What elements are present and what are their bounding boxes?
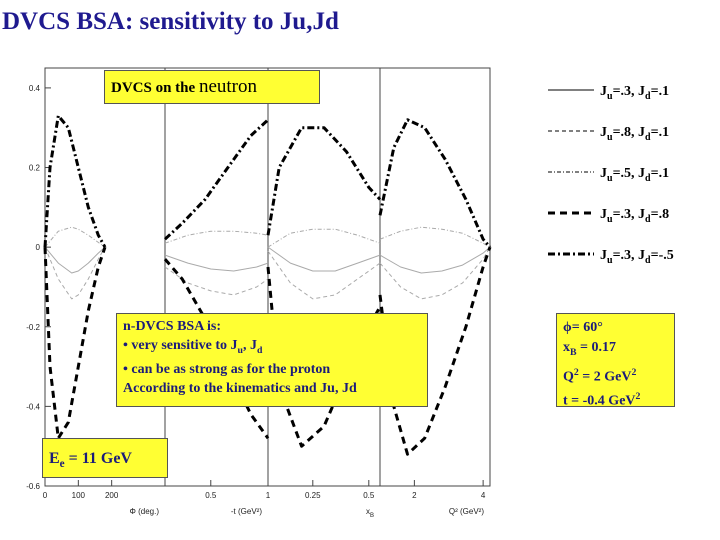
series-line [45,227,105,247]
legend-label: $J_u=.5$, $J_d=.1$ [600,166,670,184]
panel-frame [45,68,165,486]
x-tick-label: 100 [71,491,86,500]
series-line [165,267,268,295]
summary-line-3: • can be as strong as for the proton [123,361,331,377]
legend-label: $J_u=.3$, $J_d=.1$ [600,84,670,102]
series-line [268,128,380,236]
series-line [380,120,490,247]
x-axis-label: Q² (GeV²) [448,507,484,516]
series-line [165,255,268,271]
x-tick-label: 1 [265,491,271,500]
x-axis-label: $x_B$ [365,507,374,519]
x-axis-label: -t (GeV²) [230,507,262,516]
summary-box [116,313,428,407]
neutron-prefix: DVCS on the [111,80,196,96]
page-title: DVCS BSA: sensitivity to Ju,Jd [2,8,339,35]
y-tick-label: -0.4 [26,402,40,412]
x-tick-label: 4 [480,491,486,500]
neutron-word: neutron [198,76,257,97]
kin-t: t = -0.4 GeV$^2$ [563,391,641,410]
summary-line-4: According to the kinematics and Ju, Jd [123,380,357,396]
x-tick-label: 0 [42,491,48,500]
kin-q2: $Q^2 = 2$ GeV$^2$ [563,366,637,385]
beam-energy-box: $E_e = 11$ GeV [42,438,168,478]
summary-line-1: n-DVCS BSA is: [123,319,222,334]
series-line [45,116,105,247]
series-line [165,120,268,239]
panel-frame [380,68,490,486]
series-line [268,229,380,247]
series-line [380,247,490,299]
panel-frame [165,68,268,486]
x-tick-label: 2 [412,491,417,500]
y-tick-label: 0.2 [28,163,40,173]
y-tick-label: 0.4 [28,83,40,93]
y-tick-label: -0.6 [26,482,40,491]
legend-label: $J_u=.3$, $J_d=-.5$ [600,248,674,266]
legend-label: $J_u=.8$, $J_d=.1$ [600,125,670,143]
series-line [380,247,490,273]
x-tick-label: 0.25 [305,491,321,500]
series-line [165,231,268,243]
series-line [268,251,380,299]
summary-line-2: • very sensitive to $J_u$, $J_d$ [123,338,263,356]
legend-label: $J_u=.3$, $J_d=.8$ [600,207,670,225]
x-tick-label: 200 [104,491,119,500]
x-axis-label: Φ (deg.) [129,507,159,516]
y-tick-label: 0 [35,243,40,253]
series-line [380,227,490,247]
x-tick-label: 0.5 [363,491,375,500]
y-tick-label: -0.2 [26,322,40,332]
kin-xb: $x_B = 0.17$ [563,340,617,358]
x-tick-label: 0.5 [205,491,217,500]
series-line [268,247,380,271]
neutron-label-box [104,70,320,104]
kinematics-box [556,313,675,410]
series-line [45,247,105,438]
kin-phi: ϕ= 60° [563,320,603,335]
